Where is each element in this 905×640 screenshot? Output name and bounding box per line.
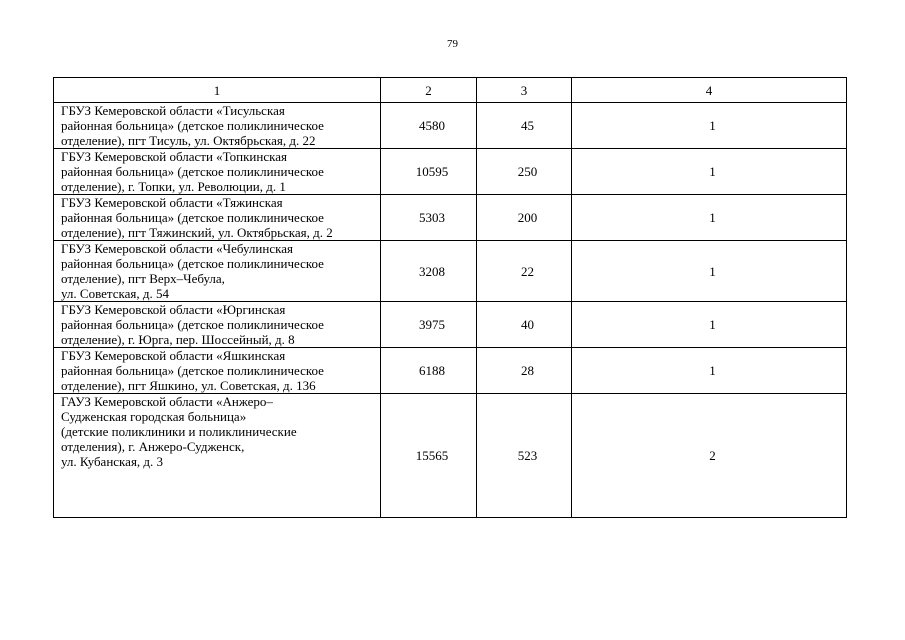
table-row (54, 149, 847, 195)
value-cell-col3: 40 (477, 302, 572, 348)
column-header-3: 3 (477, 78, 572, 103)
value-cell-col2: 3208 (381, 241, 477, 302)
value-cell-col4: 1 (572, 241, 847, 302)
value-cell-col3: 45 (477, 103, 572, 149)
value-cell-col3: 200 (477, 195, 572, 241)
value-cell-col3: 250 (477, 149, 572, 195)
facility-name-cell: ГБУЗ Кемеровской области «Тисульская районная больница» (детское поликлиническое отделение), пгт Тисуль, ул. Октябрьская, д. 22 (54, 103, 381, 149)
value-cell-col4: 2 (572, 394, 847, 518)
value-cell-col2: 15565 (381, 394, 477, 518)
facility-name-cell: ГБУЗ Кемеровской области «Топкинская районная больница» (детское поликлиническое отделение), г. Топки, ул. Революции, д. 1 (54, 149, 381, 195)
page-number: 79 (447, 38, 458, 50)
value-cell-col2: 6188 (381, 348, 477, 394)
column-header-1: 1 (54, 78, 381, 103)
value-cell-col3: 22 (477, 241, 572, 302)
column-header-2: 2 (381, 78, 477, 103)
table-row (54, 195, 847, 241)
value-cell-col2: 5303 (381, 195, 477, 241)
table-row (54, 302, 847, 348)
facility-name-cell: ГБУЗ Кемеровской области «Тяжинская районная больница» (детское поликлиническое отделение), пгт Тяжинский, ул. Октябрьская, д. 2 (54, 195, 381, 241)
value-cell-col4: 1 (572, 302, 847, 348)
value-cell-col2: 3975 (381, 302, 477, 348)
table-header-row (54, 78, 847, 103)
value-cell-col4: 1 (572, 348, 847, 394)
facility-name-cell: ГБУЗ Кемеровской области «Яшкинская районная больница» (детское поликлиническое отделение), пгт Яшкино, ул. Советская, д. 136 (54, 348, 381, 394)
facilities-table (53, 77, 847, 518)
value-cell-col4: 1 (572, 195, 847, 241)
table-row (54, 394, 847, 518)
value-cell-col3: 523 (477, 394, 572, 518)
value-cell-col2: 4580 (381, 103, 477, 149)
facility-name-cell: ГБУЗ Кемеровской области «Чебулинская районная больница» (детское поликлиническое отделение), пгт Верх–Чебула, ул. Советская, д. 54 (54, 241, 381, 302)
table-row (54, 348, 847, 394)
table-row (54, 103, 847, 149)
facility-name-cell: ГАУЗ Кемеровской области «Анжеро– Судженская городская больница» (детские поликлиники и поликлинические отделения), г. Анжеро-Судженск, ул. Кубанская, д. 3 (54, 394, 381, 518)
value-cell-col2: 10595 (381, 149, 477, 195)
facility-name-cell: ГБУЗ Кемеровской области «Юргинская районная больница» (детское поликлиническое отделение), г. Юрга, пер. Шоссейный, д. 8 (54, 302, 381, 348)
value-cell-col3: 28 (477, 348, 572, 394)
value-cell-col4: 1 (572, 149, 847, 195)
table-row (54, 241, 847, 302)
column-header-4: 4 (572, 78, 847, 103)
value-cell-col4: 1 (572, 103, 847, 149)
